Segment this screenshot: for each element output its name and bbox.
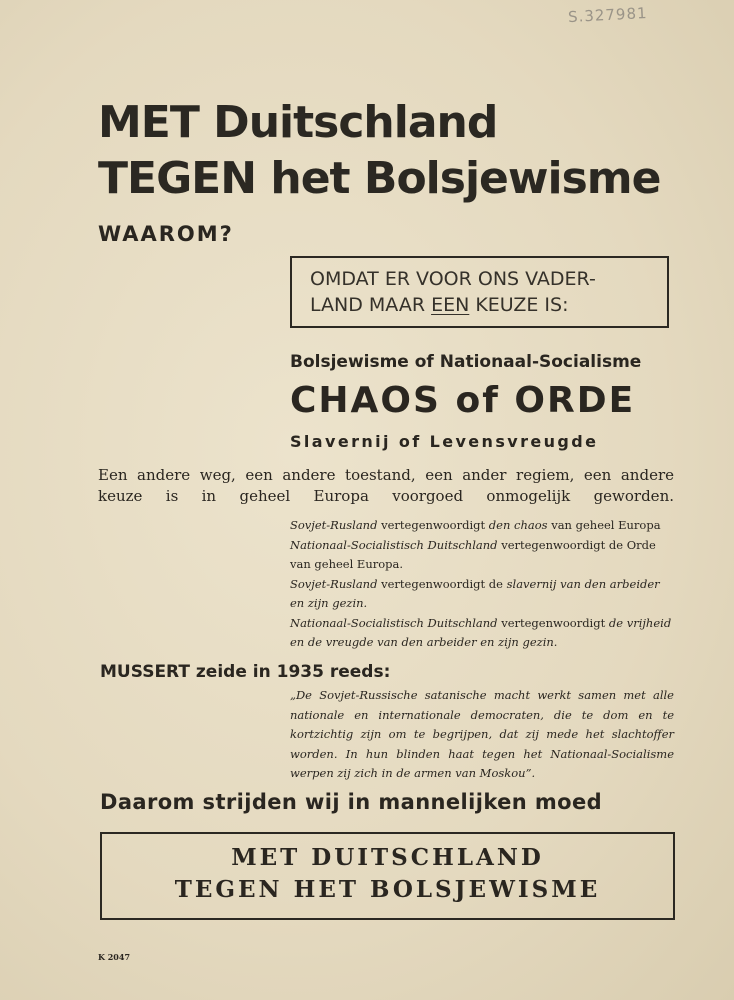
answer-suffix: KEUZE IS: <box>469 294 569 316</box>
answer-box <box>290 256 669 328</box>
mussert-heading: MUSSERT zeide in 1935 reeds: <box>100 662 391 682</box>
choice-main: CHAOS of ORDE <box>290 380 636 421</box>
headline-line-1: MET Duitschland <box>98 97 498 148</box>
statement: Nationaal-Socialistisch Duitschland vertegenwoordigt de Orde van geheel Europa. <box>290 537 656 571</box>
closing-line: Daarom strijden wij in mannelijken moed <box>100 790 603 814</box>
answer-prefix: LAND MAAR <box>310 294 432 316</box>
final-line-1: MET DUITSCHLAND <box>231 844 544 871</box>
choice-subtitle: Bolsjewisme of Nationaal-Socialisme <box>290 352 642 372</box>
print-code: K 2047 <box>98 952 131 962</box>
statement: Nationaal-Socialistisch Duitschland vertegenwoordigt de vrijheid en de vreugde van den arbeider en zijn gezin. <box>290 615 672 649</box>
answer-emphasis: EEN <box>431 294 470 316</box>
answer-line-2 <box>310 292 667 318</box>
answer-line-1: OMDAT ER VOOR ONS VADER- <box>310 268 596 290</box>
statements-block <box>290 516 674 653</box>
final-box <box>100 832 675 920</box>
choice-tagline: Slavernij of Levensvreugde <box>290 432 599 451</box>
statement: Sovjet-Rusland vertegenwoordigt de slavernij van den arbeider en zijn gezin. <box>290 576 660 610</box>
statement: Sovjet-Rusland vertegenwoordigt den chaos van geheel Europa <box>290 518 661 532</box>
final-line-2: TEGEN HET BOLSJEWISME <box>174 876 601 903</box>
headline-line-2: TEGEN het Bolsjewisme <box>98 153 661 204</box>
intro-paragraph: Een andere weg, een andere toestand, een ander regiem, een andere keuze is in geheel Europa voorgoed onmogelijk geworden. <box>98 466 674 505</box>
question: WAAROM? <box>98 222 234 246</box>
archive-number: S.327981 <box>567 3 648 27</box>
mussert-quote: „De Sovjet-Russische satanische macht werkt samen met alle nationale en internationale democraten, die te dom en te kortzichtig zijn om te begrijpen, dat zij mede het slachtoffer worden. In hun blinden haat tegen het Nationaal-Socialisme werpen zij zich in de armen van Moskou”. <box>290 688 674 780</box>
